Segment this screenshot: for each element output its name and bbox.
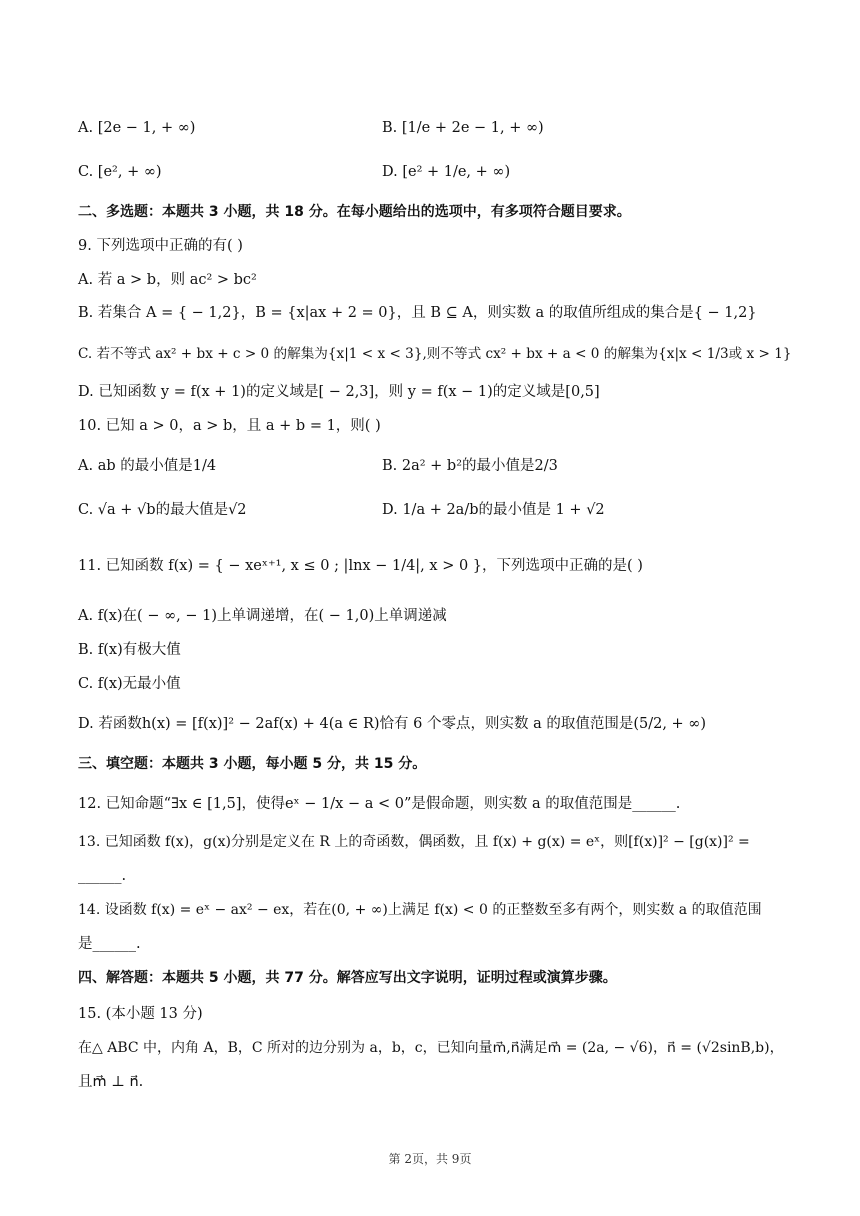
q11-option-d: D. 若函数h(x) = [f(x)]² − 2af(x) + 4(a ∈ R)恰有 6 个零点，则实数 a 的取值范围是(5/2, + ∞) <box>78 716 707 732</box>
q10-stem: 10. 已知 a > 0，a > b，且 a + b = 1，则( ) <box>78 418 381 434</box>
q14-line-2: 是______. <box>78 936 141 952</box>
q11-stem: 11. 已知函数 f(x) = { − xeˣ⁺¹, x ≤ 0 ; |lnx − 1/4|, x > 0 }，下列选项中正确的是( ) <box>78 558 643 574</box>
q10-option-d: D. 1/a + 2a/b的最小值是 1 + √2 <box>382 502 605 518</box>
q8-option-d: D. [e² + 1/e, + ∞) <box>382 164 511 180</box>
q10-option-a: A. ab 的最小值是1/4 <box>78 458 217 474</box>
section-3-heading: 三、填空题：本题共 3 小题，每小题 5 分，共 15 分。 <box>78 756 427 772</box>
q10-option-c: C. √a + √b的最大值是√2 <box>78 502 247 518</box>
q9-option-c: C. 若不等式 ax² + bx + c > 0 的解集为{x|1 < x < 3},则不等式 cx² + bx + a < 0 的解集为{x|x < 1/3或 x > 1} <box>78 346 792 362</box>
q11-option-a: A. f(x)在( − ∞, − 1)上单调递增，在( − 1,0)上单调递减 <box>78 608 447 624</box>
q9-option-b: B. 若集合 A = { − 1,2}，B = {x|ax + 2 = 0}，且 B ⊆ A，则实数 a 的取值所组成的集合是{ − 1,2} <box>78 305 757 321</box>
q14-line-1: 14. 设函数 f(x) = eˣ − ax² − ex，若在(0, + ∞)上满足 f(x) < 0 的正整数至多有两个，则实数 a 的取值范围 <box>78 902 762 918</box>
q15-line-2: 且m⃗ ⊥ n⃗. <box>78 1074 144 1090</box>
section-2-heading: 二、多选题：本题共 3 小题，共 18 分。在每小题给出的选项中，有多项符合题目要求。 <box>78 204 631 220</box>
q11-option-b: B. f(x)有极大值 <box>78 642 181 658</box>
q12-text: 12. 已知命题“∃x ∈ [1,5]，使得eˣ − 1/x − a < 0”是假命题，则实数 a 的取值范围是______. <box>78 796 681 812</box>
q15-line-1: 在△ ABC 中，内角 A，B，C 所对的边分别为 a，b，c，已知向量m⃗,n⃗满足m⃗ = (2a, − √6)，n⃗ = (√2sinB,b)， <box>78 1040 784 1056</box>
q13-line-1: 13. 已知函数 f(x)，g(x)分别是定义在 R 上的奇函数，偶函数，且 f(x) + g(x) = eˣ，则[f(x)]² − [g(x)]² = <box>78 834 750 850</box>
q13-line-2: ______. <box>78 868 127 884</box>
q8-option-c: C. [e², + ∞) <box>78 164 162 180</box>
q15-heading: 15. (本小题 13 分) <box>78 1006 203 1022</box>
page-footer: 第 2页，共 9页 <box>388 1152 472 1166</box>
q11-option-c: C. f(x)无最小值 <box>78 676 181 692</box>
q8-option-b: B. [1/e + 2e − 1, + ∞) <box>382 120 544 136</box>
q10-option-b: B. 2a² + b²的最小值是2/3 <box>382 458 558 474</box>
q9-option-a: A. 若 a > b，则 ac² > bc² <box>78 272 257 288</box>
section-4-heading: 四、解答题：本题共 5 小题，共 77 分。解答应写出文字说明，证明过程或演算步骤。 <box>78 970 617 986</box>
q8-option-a: A. [2e − 1, + ∞) <box>78 120 196 136</box>
q9-option-d: D. 已知函数 y = f(x + 1)的定义域是[ − 2,3]，则 y = f(x − 1)的定义域是[0,5] <box>78 384 600 400</box>
q9-stem: 9. 下列选项中正确的有( ) <box>78 238 243 254</box>
